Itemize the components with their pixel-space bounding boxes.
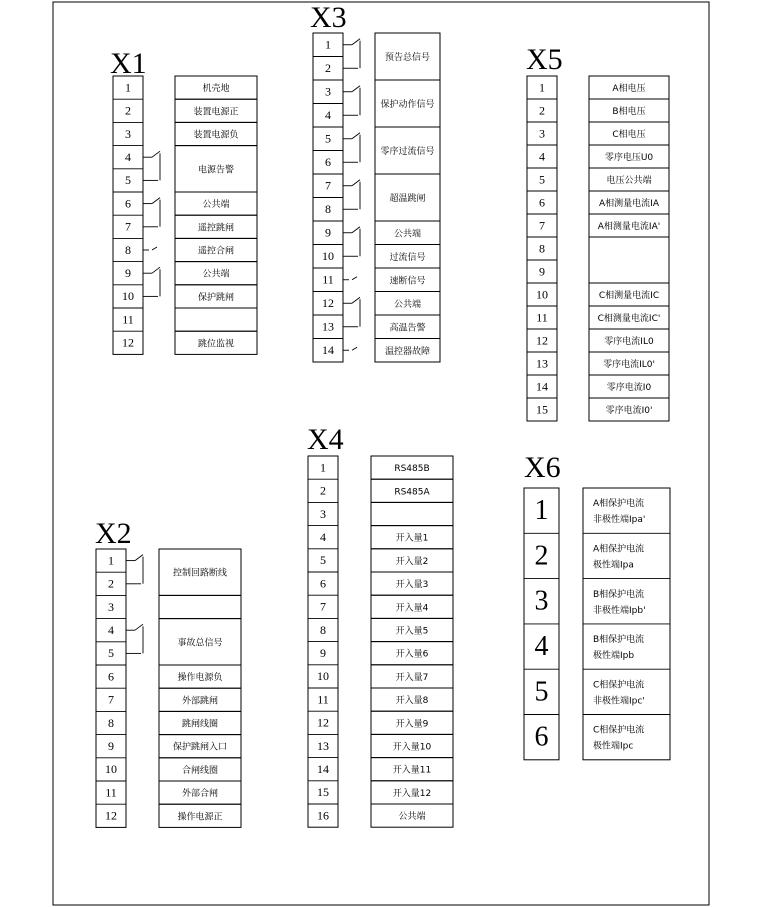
terminal-number: 12 bbox=[322, 296, 334, 310]
block-title-x4: X4 bbox=[307, 422, 344, 456]
signal-label: 开入量5 bbox=[395, 626, 429, 637]
terminal-number: 9 bbox=[320, 645, 326, 660]
signal-label: 非极性端Ipa' bbox=[593, 515, 646, 526]
terminal-number: 4 bbox=[534, 630, 549, 662]
signal-label: RS485A bbox=[394, 487, 430, 498]
signal-label: 合闸线圈 bbox=[181, 765, 219, 776]
terminal-number: 2 bbox=[320, 483, 326, 498]
terminal-number: 6 bbox=[108, 669, 114, 684]
signal-label: A相测量电流IA' bbox=[597, 222, 661, 232]
terminal-number: 5 bbox=[534, 676, 549, 708]
terminal-number: 2 bbox=[534, 540, 549, 572]
terminal-number: 12 bbox=[317, 715, 329, 730]
block-title-x5: X5 bbox=[526, 42, 563, 76]
terminal-number: 3 bbox=[534, 585, 549, 617]
terminal-block-x5 bbox=[526, 43, 669, 421]
terminal-block-x6 bbox=[524, 451, 670, 760]
signal-label: 公共端 bbox=[202, 269, 230, 280]
terminal-number: 8 bbox=[325, 202, 331, 216]
signal-label: RS485B bbox=[394, 464, 430, 475]
signal-cell bbox=[371, 502, 453, 525]
signal-label: 装置电源负 bbox=[193, 130, 239, 141]
terminal-number: 10 bbox=[536, 287, 548, 302]
terminal-number: 6 bbox=[534, 721, 549, 753]
signal-label: 开入量3 bbox=[395, 580, 429, 591]
terminal-number: 1 bbox=[320, 460, 326, 475]
terminal-number: 10 bbox=[105, 762, 117, 777]
signal-label: C相测量电流IC' bbox=[597, 314, 661, 324]
signal-label: 电源告警 bbox=[197, 165, 235, 176]
block-title-x2: X2 bbox=[95, 516, 132, 550]
signal-label: 公共端 bbox=[393, 299, 422, 310]
terminal-number: 14 bbox=[322, 343, 334, 357]
signal-label: 零序电流I0' bbox=[605, 406, 653, 416]
signal-label: B相电压 bbox=[612, 107, 646, 117]
terminal-number: 15 bbox=[536, 402, 548, 417]
terminal-number: 13 bbox=[536, 356, 548, 371]
terminal-number: 8 bbox=[539, 241, 545, 256]
terminal-number: 3 bbox=[125, 126, 131, 141]
terminal-number: 4 bbox=[539, 149, 545, 164]
signal-label: 开入量9 bbox=[395, 719, 429, 730]
terminal-number: 5 bbox=[320, 553, 326, 568]
signal-label: A相保护电流 bbox=[593, 544, 645, 555]
signal-label: 温控器故障 bbox=[384, 346, 431, 357]
signal-label: 零序电流IL0 bbox=[604, 337, 654, 347]
terminal-number: 8 bbox=[320, 622, 326, 637]
terminal-number: 2 bbox=[108, 576, 114, 591]
signal-label: 外部跳闸 bbox=[181, 696, 219, 707]
terminal-number: 10 bbox=[122, 289, 134, 304]
terminal-number: 2 bbox=[539, 103, 545, 118]
terminal-number: 7 bbox=[320, 599, 326, 614]
signal-label: 开入量8 bbox=[395, 696, 429, 707]
terminal-number: 11 bbox=[536, 310, 548, 325]
terminal-number: 4 bbox=[125, 149, 131, 164]
signal-label: 控制回路断线 bbox=[172, 568, 228, 579]
signal-label: 零序电压U0 bbox=[604, 153, 654, 163]
terminal-number: 15 bbox=[317, 785, 329, 800]
signal-label: 事故总信号 bbox=[177, 638, 223, 649]
signal-label: B相保护电流 bbox=[593, 589, 645, 600]
signal-label: C相保护电流 bbox=[593, 680, 645, 691]
terminal-number: 14 bbox=[536, 379, 548, 394]
block-title-x1: X1 bbox=[110, 46, 147, 80]
terminal-number: 7 bbox=[108, 692, 114, 707]
terminal-number: 12 bbox=[105, 808, 117, 823]
signal-cell bbox=[159, 595, 241, 618]
signal-label: 外部合闸 bbox=[181, 789, 219, 800]
terminal-number: 9 bbox=[125, 265, 131, 280]
terminal-number: 8 bbox=[108, 715, 114, 730]
signal-label: 公共端 bbox=[393, 229, 422, 240]
drawing-frame bbox=[53, 2, 709, 905]
terminal-number: 13 bbox=[317, 738, 329, 753]
terminal-number: 11 bbox=[105, 785, 117, 800]
signal-label: 装置电源正 bbox=[193, 107, 239, 118]
signal-label: 非极性端Ipc' bbox=[593, 696, 645, 707]
terminal-number: 6 bbox=[539, 195, 545, 210]
signal-label: 零序过流信号 bbox=[380, 147, 435, 157]
signal-label: 开入量6 bbox=[395, 649, 429, 660]
terminal-number: 5 bbox=[108, 646, 114, 661]
signal-label: A相电压 bbox=[612, 84, 646, 94]
signal-cell bbox=[175, 308, 257, 331]
terminal-number: 12 bbox=[122, 335, 134, 350]
terminal-number: 3 bbox=[325, 84, 331, 99]
terminal-number: 5 bbox=[539, 172, 545, 187]
signal-label: 预告总信号 bbox=[384, 53, 431, 63]
terminal-number: 7 bbox=[325, 178, 331, 193]
signal-label: 遥控跳闸 bbox=[197, 223, 235, 234]
terminal-number: 9 bbox=[108, 738, 114, 753]
terminal-number: 16 bbox=[317, 808, 329, 823]
terminal-number: 6 bbox=[320, 576, 326, 591]
terminal-number: 7 bbox=[539, 218, 545, 233]
signal-label: 电压公共端 bbox=[606, 176, 652, 186]
terminal-number: 9 bbox=[325, 225, 331, 240]
signal-label: 保护动作信号 bbox=[380, 100, 435, 110]
signal-label: 零序电流IL0' bbox=[603, 360, 655, 370]
terminal-number: 12 bbox=[536, 333, 548, 348]
terminal-number: 3 bbox=[320, 506, 326, 521]
signal-label: 超温跳闸 bbox=[389, 194, 426, 204]
terminal-number: 11 bbox=[322, 272, 334, 287]
signal-label: 速断信号 bbox=[389, 276, 426, 287]
signal-label: 开入量2 bbox=[395, 556, 429, 567]
terminal-number: 1 bbox=[125, 80, 131, 95]
signal-label: 极性端Ipb bbox=[593, 651, 635, 662]
signal-label: 开入量11 bbox=[392, 765, 432, 776]
terminal-number: 4 bbox=[320, 529, 326, 544]
signal-label: 跳闸线圈 bbox=[181, 719, 219, 730]
signal-label: A相保护电流 bbox=[593, 499, 645, 510]
terminal-number: 1 bbox=[539, 80, 545, 95]
terminal-block-x1 bbox=[110, 47, 257, 355]
signal-label: B相保护电流 bbox=[593, 635, 645, 646]
signal-label: 高温告警 bbox=[389, 323, 426, 334]
terminal-number: 7 bbox=[125, 219, 131, 234]
terminal-number: 5 bbox=[325, 131, 331, 146]
signal-label: 过流信号 bbox=[389, 252, 426, 263]
signal-cell bbox=[589, 237, 669, 283]
terminal-block-x2 bbox=[95, 517, 241, 828]
signal-label: 公共端 bbox=[202, 200, 230, 211]
block-title-x6: X6 bbox=[524, 450, 561, 484]
signal-label: 操作电源负 bbox=[177, 673, 223, 684]
terminal-number: 9 bbox=[539, 264, 545, 279]
terminal-number: 11 bbox=[122, 312, 134, 327]
terminal-number: 3 bbox=[108, 599, 114, 614]
terminal-number: 2 bbox=[325, 61, 331, 75]
signal-label: 非极性端Ipb' bbox=[593, 605, 646, 616]
terminal-number: 10 bbox=[322, 249, 334, 263]
signal-label: C相电压 bbox=[612, 130, 646, 140]
terminal-number: 5 bbox=[125, 173, 131, 188]
signal-label: 开入量12 bbox=[392, 788, 432, 799]
signal-label: 机壳地 bbox=[202, 84, 230, 95]
signal-label: 遥控合闸 bbox=[197, 246, 235, 257]
terminal-blocks bbox=[95, 1, 670, 828]
terminal-block-x4 bbox=[307, 423, 453, 827]
terminal-number: 13 bbox=[322, 319, 334, 334]
signal-label: 极性端Ipa bbox=[593, 560, 634, 571]
signal-label: 保护跳闸 bbox=[197, 292, 235, 303]
terminal-number: 4 bbox=[325, 108, 331, 122]
terminal-number: 1 bbox=[325, 37, 331, 52]
signal-label: 保护跳闸入口 bbox=[172, 742, 228, 753]
signal-label: 开入量7 bbox=[395, 672, 429, 683]
signal-label: A相测量电流IA bbox=[599, 199, 659, 209]
signal-label: C相保护电流 bbox=[593, 725, 645, 736]
signal-label: C相测量电流IC bbox=[598, 291, 660, 301]
signal-label: 公共端 bbox=[398, 812, 426, 823]
signal-label: 跳位监视 bbox=[197, 339, 235, 350]
terminal-number: 2 bbox=[125, 103, 131, 118]
signal-label: 操作电源正 bbox=[177, 812, 223, 823]
terminal-number: 1 bbox=[534, 495, 549, 527]
terminal-block-x3 bbox=[310, 1, 440, 362]
block-title-x3: X3 bbox=[310, 0, 347, 34]
terminal-number: 4 bbox=[108, 622, 114, 637]
terminal-number: 6 bbox=[125, 196, 131, 211]
signal-label: 零序电流I0 bbox=[606, 383, 652, 393]
terminal-number: 3 bbox=[539, 126, 545, 141]
terminal-number: 1 bbox=[108, 553, 114, 568]
signal-label: 开入量4 bbox=[395, 603, 429, 614]
terminal-number: 11 bbox=[317, 692, 329, 707]
signal-label: 开入量10 bbox=[392, 742, 432, 753]
terminal-number: 6 bbox=[325, 155, 331, 169]
terminal-number: 14 bbox=[317, 761, 329, 776]
terminal-number: 8 bbox=[125, 242, 131, 257]
signal-label: 开入量1 bbox=[395, 533, 429, 544]
terminal-number: 10 bbox=[317, 669, 329, 684]
signal-label: 极性端Ipc bbox=[593, 741, 634, 752]
